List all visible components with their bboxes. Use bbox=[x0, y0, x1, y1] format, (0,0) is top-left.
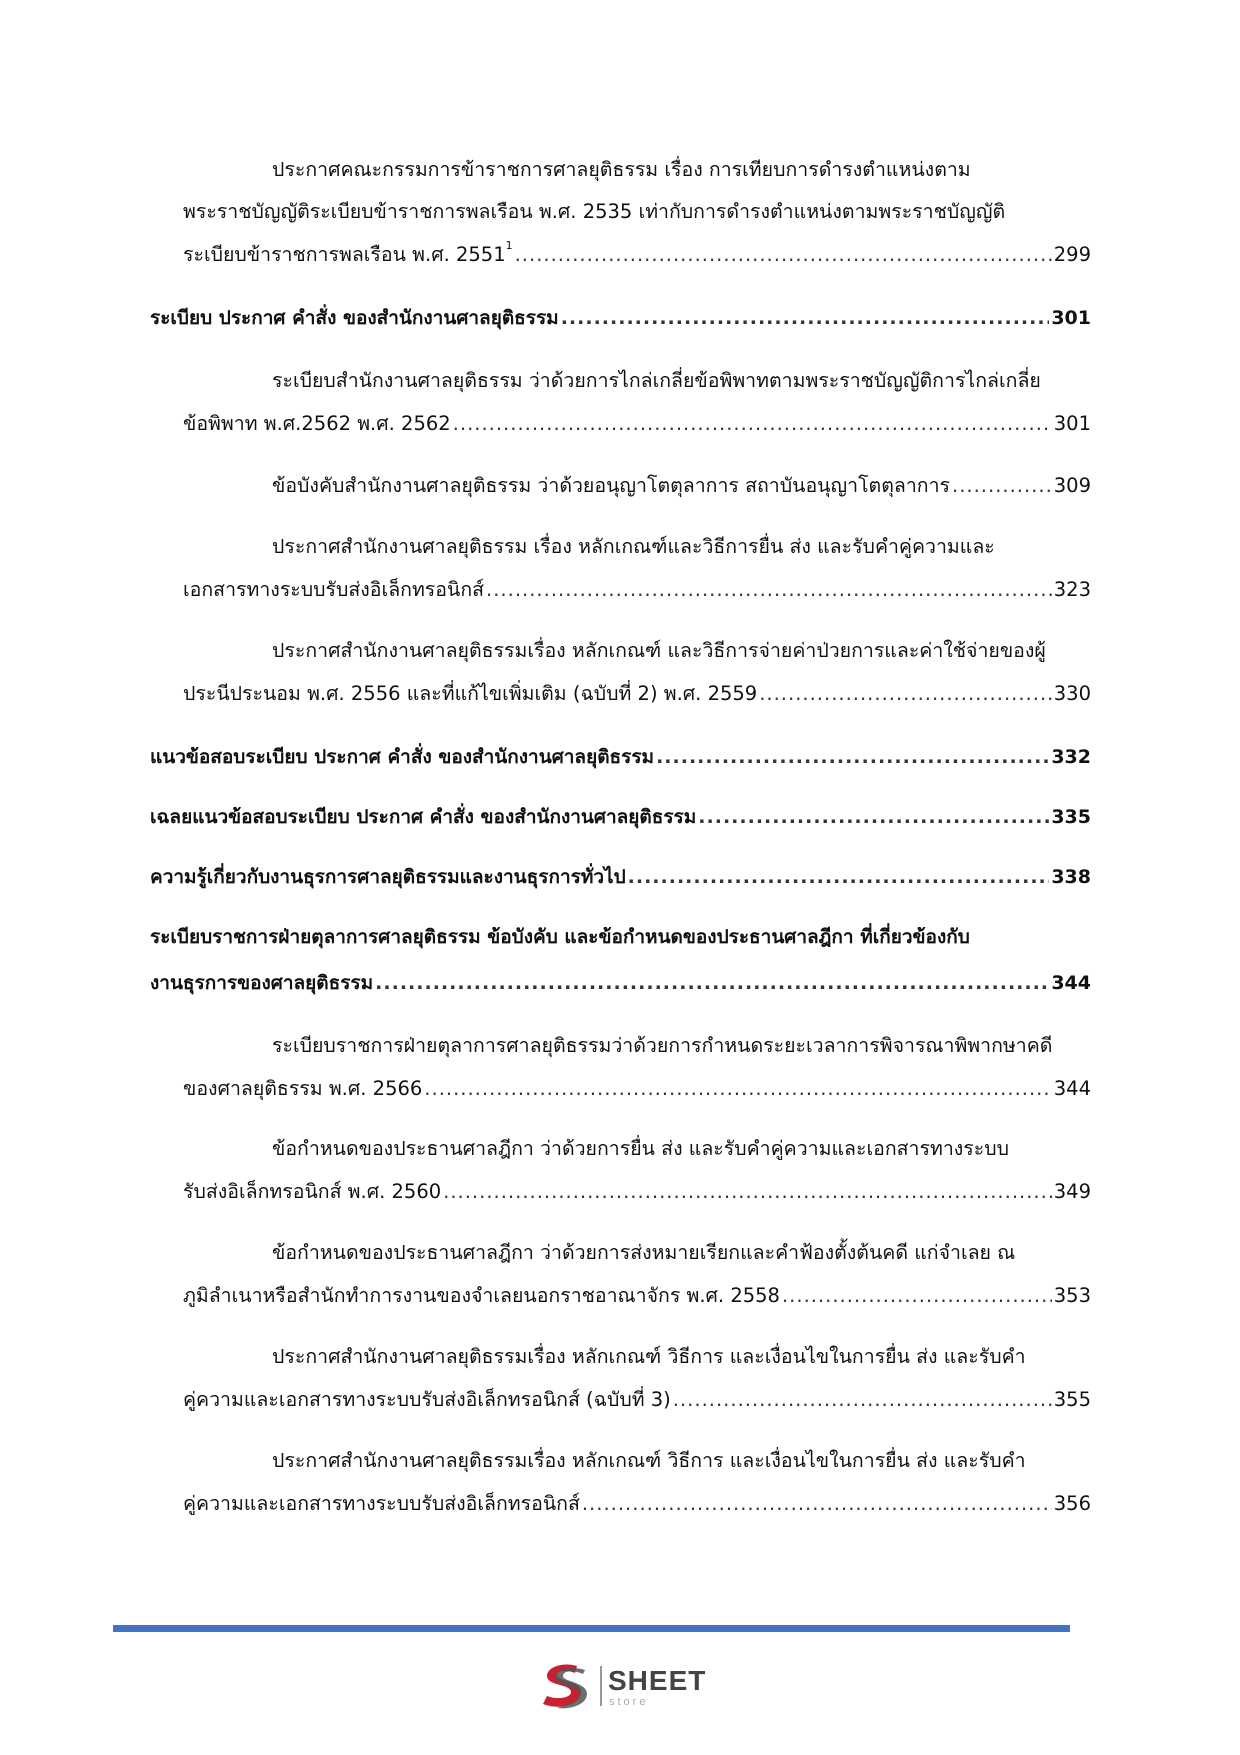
page-number: 349 bbox=[1053, 1180, 1091, 1203]
toc-entry-title-line: ประกาศสำนักงานศาลยุติธรรม เรื่อง หลักเกณฑ์และวิธีการยื่น ส่ง และรับคำคู่ความและ bbox=[272, 535, 995, 558]
toc-entry-title-line: ข้อบังคับสำนักงานศาลยุติธรรม ว่าด้วยอนุญาโตตุลาการ สถาบันอนุญาโตตุลาการ bbox=[272, 474, 950, 497]
toc-entry-title-line: คู่ความและเอกสารทางระบบรับส่งอิเล็กทรอนิกส์ (ฉบับที่ 3) bbox=[183, 1388, 671, 1411]
toc-entry-title-line: เอกสารทางระบบรับส่งอิเล็กทรอนิกส์ bbox=[183, 578, 485, 601]
page-number: 323 bbox=[1053, 578, 1091, 601]
page-number: 355 bbox=[1053, 1388, 1091, 1411]
toc-heading-title: ระเบียบ ประกาศ คำสั่ง ของสำนักงานศาลยุติธรรม bbox=[150, 307, 559, 329]
toc-entry-title-line: ระเบียบราชการฝ่ายตุลาการศาลยุติธรรมว่าด้วยการกำหนดระยะเวลาการพิจารณาพิพากษาคดี bbox=[272, 1034, 1053, 1057]
dot-leader bbox=[782, 1281, 1052, 1311]
toc-heading-title: งานธุรการของศาลยุติธรรม bbox=[150, 972, 374, 994]
dot-leader bbox=[698, 802, 1049, 832]
dot-leader bbox=[515, 240, 1052, 270]
dot-leader bbox=[673, 1385, 1052, 1415]
dot-leader bbox=[486, 575, 1052, 605]
toc-entry-title-line: ประกาศสำนักงานศาลยุติธรรมเรื่อง หลักเกณฑ์ วิธีการ และเงื่อนไขในการยื่น ส่ง และรับคำ bbox=[272, 1345, 1026, 1368]
footnote-marker[interactable]: 1 bbox=[505, 239, 513, 252]
toc-heading-title: ระเบียบราชการฝ่ายตุลาการศาลยุติธรรม ข้อบังคับ และข้อกำหนดของประธานศาลฎีกา ที่เกี่ยวข้องกับ bbox=[150, 926, 970, 948]
dot-leader bbox=[628, 862, 1050, 892]
page-number: 301 bbox=[1051, 307, 1091, 329]
page-number: 338 bbox=[1051, 866, 1091, 888]
page-number: 332 bbox=[1051, 746, 1091, 768]
toc-heading-title: เฉลยแนวข้อสอบระเบียบ ประกาศ คำสั่ง ของสำนักงานศาลยุติธรรม bbox=[150, 806, 697, 828]
dot-leader bbox=[656, 742, 1049, 772]
toc-entry-title-line: ข้อกำหนดของประธานศาลฎีกา ว่าด้วยการยื่น ส่ง และรับคำคู่ความและเอกสารทางระบบ bbox=[272, 1137, 1009, 1160]
sheet-store-logo bbox=[537, 1660, 717, 1712]
toc-entry-title-line: ระเบียบข้าราชการพลเรือน พ.ศ. 2551$^1$ bbox=[183, 239, 513, 266]
dot-leader bbox=[424, 1074, 1051, 1104]
toc-entry-title-line: ประนีประนอม พ.ศ. 2556 และที่แก้ไขเพิ่มเติม (ฉบับที่ 2) พ.ศ. 2559 bbox=[183, 682, 758, 705]
toc-heading-title: ความรู้เกี่ยวกับงานธุรการศาลยุติธรรมและงานธุรการทั่วไป bbox=[150, 866, 626, 888]
dot-leader bbox=[443, 1177, 1052, 1207]
toc-entry-title-line: พระราชบัญญัติระเบียบข้าราชการพลเรือน พ.ศ. 2535 เท่ากับการดำรงตำแหน่งตามพระราชบัญญัติ bbox=[183, 200, 1006, 223]
dot-leader bbox=[561, 303, 1050, 333]
logo-subtitle: store bbox=[609, 1696, 649, 1708]
page-number: 299 bbox=[1053, 243, 1091, 266]
toc-entry-title-line: คู่ความและเอกสารทางระบบรับส่งอิเล็กทรอนิกส์ bbox=[183, 1492, 580, 1515]
toc-entry-title-line: ประกาศสำนักงานศาลยุติธรรมเรื่อง หลักเกณฑ์ และวิธีการจ่ายค่าป่วยการและค่าใช้จ่ายของผู้ bbox=[272, 639, 1046, 662]
toc-entry-title-line: ระเบียบสำนักงานศาลยุติธรรม ว่าด้วยการไกล่เกลี่ยข้อพิพาทตามพระราชบัญญัติการไกล่เกลี่ย bbox=[272, 369, 1041, 392]
page-number: 330 bbox=[1053, 682, 1091, 705]
toc-heading-title: แนวข้อสอบระเบียบ ประกาศ คำสั่ง ของสำนักงานศาลยุติธรรม bbox=[150, 746, 655, 768]
dot-leader bbox=[582, 1489, 1052, 1519]
toc-entry-title-line: ข้อพิพาท พ.ศ.2562 พ.ศ. 2562 bbox=[183, 412, 451, 435]
dot-leader bbox=[759, 679, 1052, 709]
dot-leader bbox=[453, 409, 1052, 439]
footer-rule bbox=[113, 1625, 1070, 1632]
toc-entry-title-line: ภูมิลำเนาหรือสำนักทำการงานของจำเลยนอกราชอาณาจักร พ.ศ. 2558 bbox=[183, 1284, 780, 1307]
page-number: 335 bbox=[1051, 806, 1091, 828]
page-number: 301 bbox=[1053, 412, 1091, 435]
page-number: 309 bbox=[1053, 474, 1091, 497]
dot-leader bbox=[375, 968, 1049, 998]
sheet-store-logo-icon bbox=[537, 1660, 593, 1712]
toc-entry-title-line: ประกาศคณะกรรมการข้าราชการศาลยุติธรรม เรื่อง การเทียบการดำรงตำแหน่งตาม bbox=[272, 158, 971, 181]
toc-entry-title-line: รับส่งอิเล็กทรอนิกส์ พ.ศ. 2560 bbox=[183, 1180, 442, 1203]
dot-leader bbox=[952, 471, 1052, 501]
toc-entry-title-line: ประกาศสำนักงานศาลยุติธรรมเรื่อง หลักเกณฑ์ วิธีการ และเงื่อนไขในการยื่น ส่ง และรับคำ bbox=[272, 1449, 1026, 1472]
page-number: 356 bbox=[1053, 1492, 1091, 1515]
toc-entry-title-line: ข้อกำหนดของประธานศาลฎีกา ว่าด้วยการส่งหมายเรียกและคำฟ้องตั้งต้นคดี แก่จำเลย ณ bbox=[272, 1241, 1016, 1264]
logo-separator bbox=[600, 1666, 602, 1706]
page-number: 344 bbox=[1053, 1077, 1091, 1100]
logo-wordmark: SHEET bbox=[608, 1665, 707, 1696]
page-number: 353 bbox=[1053, 1284, 1091, 1307]
toc-entry-title-line: ของศาลยุติธรรม พ.ศ. 2566 bbox=[183, 1077, 423, 1100]
page-number: 344 bbox=[1051, 972, 1091, 994]
